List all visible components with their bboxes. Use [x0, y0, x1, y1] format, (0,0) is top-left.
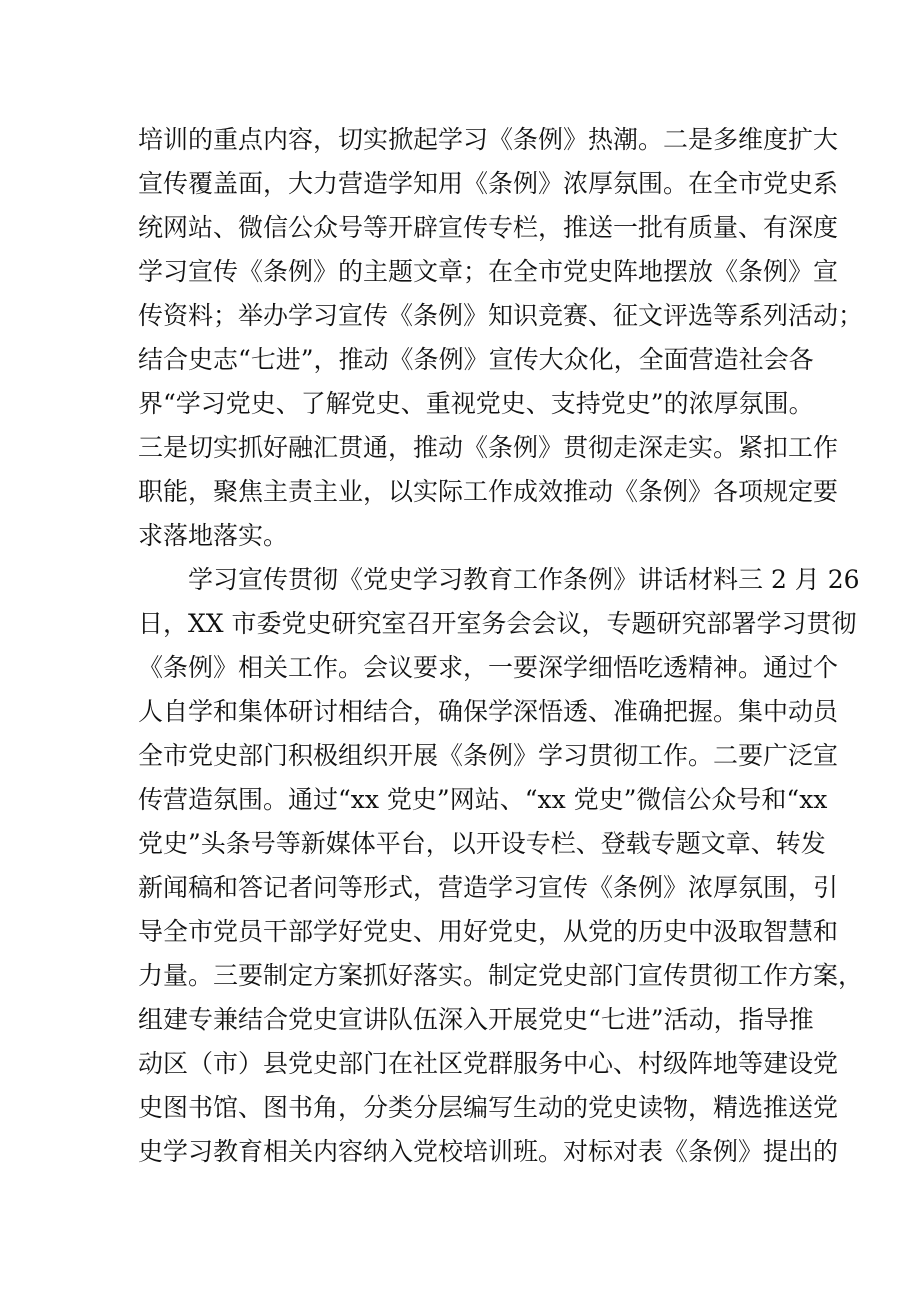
- paragraph-line: 传营造氛围。通过“xx 党史”网站、“xx 党史”微信公众号和“xx: [138, 785, 828, 814]
- paragraph-line: 宣传覆盖面，大力营造学知用《条例》浓厚氛围。在全市党史系: [138, 169, 839, 198]
- paragraph-line: 界“学习党史、了解党史、重视党史、支持党史”的浓厚氛围。: [138, 389, 814, 418]
- document-body: [138, 118, 864, 1174]
- paragraph-line: 日，XX 市委党史研究室召开室务会会议，专题研究部署学习贯彻: [138, 609, 857, 638]
- paragraph-line: 全市党史部门积极组织开展《条例》学习贯彻工作。二要广泛宣: [138, 741, 839, 770]
- paragraph-line: 新闻稿和答记者问等形式，营造学习宣传《条例》浓厚氛围，引: [138, 873, 839, 902]
- paragraph-line: 史图书馆、图书角，分类分层编写生动的党史读物，精选推送党: [138, 1093, 839, 1122]
- paragraph-1: [138, 118, 864, 558]
- paragraph-line: 传资料；举办学习宣传《条例》知识竞赛、征文评选等系列活动；: [138, 301, 864, 330]
- paragraph-line: 力量。三要制定方案抓好落实。制定党史部门宣传贯彻工作方案，: [138, 961, 864, 990]
- paragraph-line: 史学习教育相关内容纳入党校培训班。对标对表《条例》提出的: [138, 1137, 839, 1166]
- paragraph-line: 导全市党员干部学好党史、用好党史，从党的历史中汲取智慧和: [138, 917, 839, 946]
- paragraph-line: 党史”头条号等新媒体平台，以开设专栏、登载专题文章、转发: [138, 829, 826, 858]
- paragraph-line: 求落地落实。: [138, 521, 289, 550]
- paragraph-line: 职能，聚焦主责主业，以实际工作成效推动《条例》各项规定要: [138, 477, 839, 506]
- paragraph-line: 组建专兼结合党史宣讲队伍深入开展党史“七进”活动，指导推: [138, 1005, 814, 1034]
- paragraph-line: 三是切实抓好融汇贯通，推动《条例》贯彻走深走实。紧扣工作: [138, 433, 839, 462]
- paragraph-line: 动区（市）县党史部门在社区党群服务中心、村级阵地等建设党: [138, 1049, 839, 1078]
- paragraph-line: 学习宣传《条例》的主题文章；在全市党史阵地摆放《条例》宣: [138, 257, 839, 286]
- paragraph-line: 学习宣传贯彻《党史学习教育工作条例》讲话材料三 2 月 26: [188, 565, 860, 594]
- paragraph-2: [138, 558, 864, 1174]
- paragraph-line: 培训的重点内容，切实掀起学习《条例》热潮。二是多维度扩大: [138, 125, 839, 154]
- paragraph-line: 统网站、微信公众号等开辟宣传专栏，推送一批有质量、有深度: [138, 213, 839, 242]
- paragraph-line: 《条例》相关工作。会议要求，一要深学细悟吃透精神。通过个: [138, 653, 839, 682]
- paragraph-line: 结合史志“七进”，推动《条例》宣传大众化，全面营造社会各: [138, 345, 814, 374]
- paragraph-line: 人自学和集体研讨相结合，确保学深悟透、准确把握。集中动员: [138, 697, 839, 726]
